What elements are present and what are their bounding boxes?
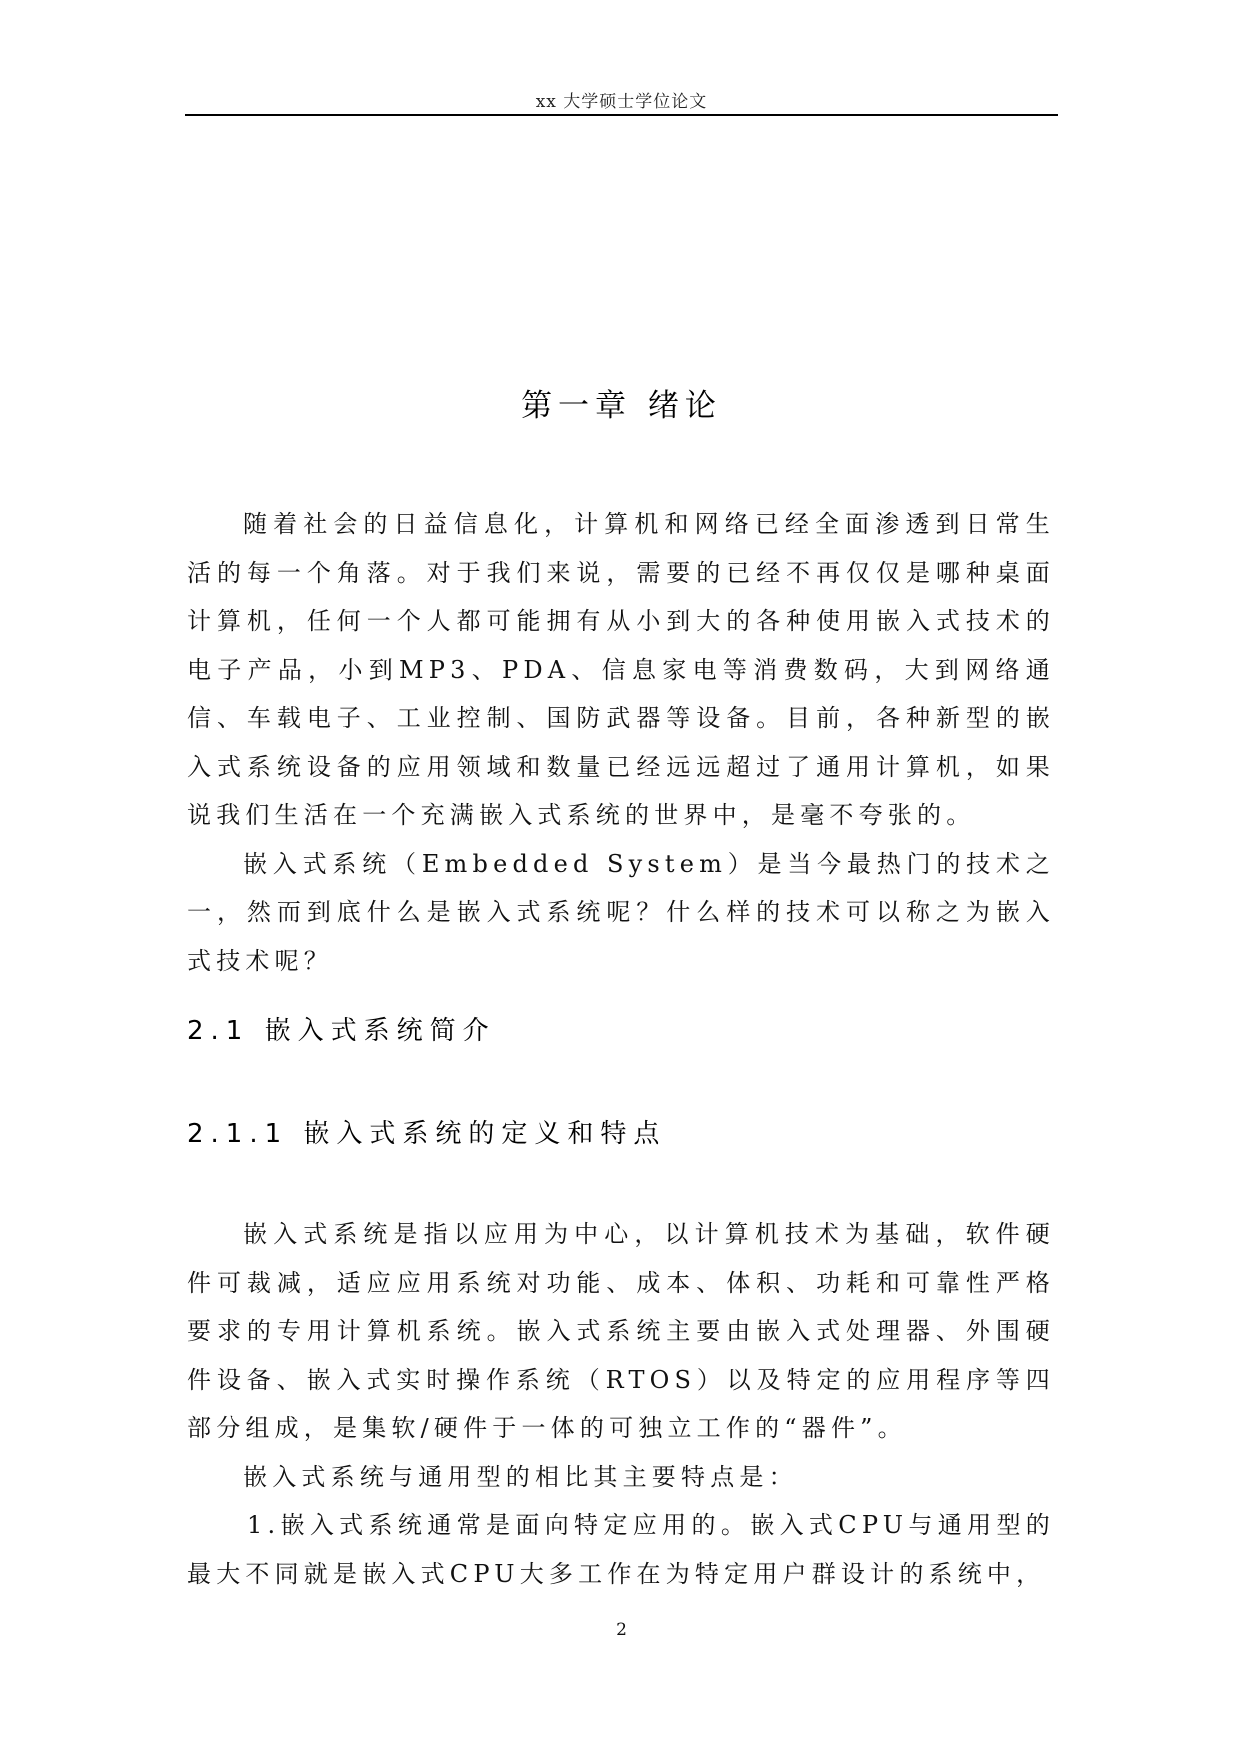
chapter-title: 第一章 绪论 — [521, 388, 722, 424]
section-2-1-1-title: 2.1.1 嵌入式系统的定义和特点 — [187, 1119, 667, 1149]
intro-paragraph-1: 随着社会的日益信息化，计算机和网络已经全面渗透到日常生活的每一个角落。对于我们来说，需要的已经不再仅仅是哪种桌面计算机，任何一个人都可能拥有从小到大的各种使用嵌入式技术的电子产品，小到MP3、PDA、信息家电等消费数码，大到网络通信、车载电子、工业控制、国防武器等设备。目前，各种新型的嵌入式系统设备的应用领域和数量已经远远超过了通用计算机，如果说我们生活在一个充满嵌入式系统的世界中，是毫不夸张的。 — [187, 510, 1055, 829]
intro-paragraph-2: 嵌入式系统（Embedded System）是当今最热门的技术之一，然而到底什么是嵌入式系统呢？什么样的技术可以称之为嵌入式技术呢？ — [187, 849, 1055, 975]
running-header: xx 大学硕士学位论文 — [535, 92, 708, 112]
section-2-1-1-body — [187, 1210, 1055, 1598]
page-number: 2 — [616, 1620, 627, 1640]
intro-body — [187, 500, 1055, 985]
section-2-1-title: 2.1 嵌入式系统简介 — [187, 1016, 496, 1046]
header-rule — [185, 114, 1058, 116]
definition-paragraph: 嵌入式系统是指以应用为中心，以计算机技术为基础，软件硬件可裁减，适应应用系统对功能、成本、体积、功耗和可靠性严格要求的专用计算机系统。嵌入式系统主要由嵌入式处理器、外围硬件设备、嵌入式实时操作系统（RTOS）以及特定的应用程序等四部分组成，是集软/硬件于一体的可独立工作的“器件”。 — [187, 1220, 1055, 1442]
features-intro-paragraph: 嵌入式系统与通用型的相比其主要特点是： — [243, 1462, 798, 1491]
feature-1-paragraph: 1.嵌入式系统通常是面向特定应用的。嵌入式CPU与通用型的最大不同就是嵌入式CPU大多工作在为特定用户群设计的系统中， — [187, 1511, 1055, 1588]
